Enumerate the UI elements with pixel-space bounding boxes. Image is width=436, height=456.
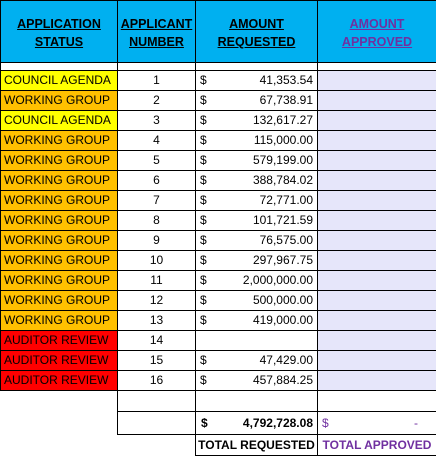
applicant-number-cell[interactable]: 1: [118, 71, 196, 91]
header-approved-label: AMOUNT APPROVED: [318, 13, 436, 51]
applicant-number-cell[interactable]: 4: [118, 131, 196, 151]
status-cell[interactable]: WORKING GROUP: [1, 191, 118, 211]
table-row: [1, 351, 436, 371]
amount-requested-cell[interactable]: 101,721.59: [215, 211, 318, 231]
currency-symbol-cell[interactable]: $: [196, 91, 215, 111]
table-row: [1, 251, 436, 271]
empty-cell: [118, 435, 196, 456]
amount-approved-cell[interactable]: [318, 91, 436, 111]
table-row: [1, 291, 436, 311]
gap-cell[interactable]: [196, 63, 318, 71]
currency-symbol-cell[interactable]: $: [196, 211, 215, 231]
amount-approved-cell[interactable]: [318, 71, 436, 91]
gap-cell[interactable]: [118, 63, 196, 71]
empty-cell[interactable]: [118, 412, 196, 435]
status-cell[interactable]: WORKING GROUP: [1, 291, 118, 311]
header-requested-cell[interactable]: [196, 1, 318, 63]
currency-symbol-cell[interactable]: $: [196, 371, 215, 391]
currency-symbol-cell[interactable]: $: [196, 131, 215, 151]
status-cell[interactable]: AUDITOR REVIEW: [1, 331, 118, 351]
status-cell[interactable]: COUNCIL AGENDA: [1, 71, 118, 91]
status-cell[interactable]: WORKING GROUP: [1, 251, 118, 271]
currency-symbol-cell[interactable]: $: [196, 251, 215, 271]
applicant-number-cell[interactable]: 14: [118, 331, 196, 351]
amount-requested-cell[interactable]: 115,000.00: [215, 131, 318, 151]
header-status-label: APPLICATION STATUS: [1, 13, 117, 51]
status-cell[interactable]: WORKING GROUP: [1, 271, 118, 291]
status-cell[interactable]: AUDITOR REVIEW: [1, 351, 118, 371]
total-approved-currency: $: [322, 416, 329, 430]
total-labels-row: [1, 435, 436, 456]
currency-symbol-cell[interactable]: $: [196, 111, 215, 131]
applicant-number-cell[interactable]: 10: [118, 251, 196, 271]
amount-requested-cell[interactable]: 67,738.91: [215, 91, 318, 111]
status-cell[interactable]: WORKING GROUP: [1, 311, 118, 331]
empty-cell[interactable]: [118, 391, 196, 412]
amount-approved-cell[interactable]: [318, 111, 436, 131]
empty-cell: [1, 412, 118, 435]
applicant-number-cell[interactable]: 6: [118, 171, 196, 191]
total-requested-label[interactable]: TOTAL REQUESTED: [196, 435, 318, 456]
amount-requested-cell[interactable]: 76,575.00: [215, 231, 318, 251]
amount-requested-cell[interactable]: 47,429.00: [215, 351, 318, 371]
totals-row: [1, 412, 436, 435]
applicant-number-cell[interactable]: 12: [118, 291, 196, 311]
currency-symbol-cell[interactable]: $: [196, 351, 215, 371]
amount-approved-cell[interactable]: [318, 131, 436, 151]
empty-cell: [1, 435, 118, 456]
amount-requested-cell[interactable]: 419,000.00: [215, 311, 318, 331]
table-row: [1, 131, 436, 151]
gap-cell[interactable]: [1, 63, 118, 71]
applicant-number-cell[interactable]: 16: [118, 371, 196, 391]
currency-symbol-cell[interactable]: $: [196, 311, 215, 331]
gap-cell[interactable]: [318, 63, 436, 71]
applicant-number-cell[interactable]: 5: [118, 151, 196, 171]
total-approved-value: -: [414, 412, 418, 434]
amount-approved-cell[interactable]: [318, 231, 436, 251]
total-currency-symbol[interactable]: $: [196, 412, 215, 435]
header-requested-label: AMOUNT REQUESTED: [196, 13, 317, 51]
spacer-row: [1, 391, 436, 412]
table-row: [1, 111, 436, 131]
currency-symbol-cell[interactable]: $: [196, 191, 215, 211]
header-approved-cell[interactable]: [318, 1, 436, 63]
currency-symbol-cell[interactable]: $: [196, 71, 215, 91]
currency-symbol-cell[interactable]: $: [196, 271, 215, 291]
applicant-number-cell[interactable]: 8: [118, 211, 196, 231]
currency-symbol-cell[interactable]: $: [196, 291, 215, 311]
amount-requested-cell[interactable]: [215, 331, 318, 351]
table-row: [1, 311, 436, 331]
status-cell[interactable]: WORKING GROUP: [1, 231, 118, 251]
applicant-number-cell[interactable]: 2: [118, 91, 196, 111]
header-number-label: APPLICANT NUMBER: [118, 13, 195, 51]
status-cell[interactable]: WORKING GROUP: [1, 131, 118, 151]
amount-requested-cell[interactable]: 500,000.00: [215, 291, 318, 311]
empty-cell[interactable]: [318, 391, 436, 412]
header-status-cell[interactable]: [1, 1, 118, 63]
currency-symbol-cell[interactable]: $: [196, 231, 215, 251]
table-row: [1, 71, 436, 91]
table-row: [1, 331, 436, 351]
amount-requested-cell[interactable]: 297,967.75: [215, 251, 318, 271]
total-requested-value[interactable]: 4,792,728.08: [215, 412, 318, 435]
currency-symbol-cell[interactable]: $: [196, 171, 215, 191]
table-row: [1, 211, 436, 231]
amount-requested-cell[interactable]: 72,771.00: [215, 191, 318, 211]
table-row: [1, 191, 436, 211]
amount-requested-cell[interactable]: 41,353.54: [215, 71, 318, 91]
amount-requested-cell[interactable]: 579,199.00: [215, 151, 318, 171]
applicant-number-cell[interactable]: 9: [118, 231, 196, 251]
table-row: [1, 271, 436, 291]
table-row: [1, 231, 436, 251]
status-cell[interactable]: AUDITOR REVIEW: [1, 371, 118, 391]
applicant-number-cell[interactable]: 13: [118, 311, 196, 331]
status-cell[interactable]: COUNCIL AGENDA: [1, 111, 118, 131]
empty-cell[interactable]: [1, 391, 118, 412]
currency-symbol-cell[interactable]: $: [196, 151, 215, 171]
amount-approved-cell[interactable]: [318, 291, 436, 311]
header-row: [1, 1, 436, 63]
amount-approved-cell[interactable]: [318, 331, 436, 351]
amount-approved-cell[interactable]: [318, 251, 436, 271]
table-row: [1, 151, 436, 171]
status-cell[interactable]: WORKING GROUP: [1, 211, 118, 231]
amount-approved-cell[interactable]: [318, 311, 436, 331]
amount-approved-cell[interactable]: [318, 271, 436, 291]
amount-requested-cell[interactable]: 457,884.25: [215, 371, 318, 391]
header-number-cell[interactable]: [118, 1, 196, 63]
amount-approved-cell[interactable]: [318, 351, 436, 371]
table-row: [1, 371, 436, 391]
status-cell[interactable]: WORKING GROUP: [1, 171, 118, 191]
currency-symbol-cell[interactable]: [196, 331, 215, 351]
status-cell[interactable]: WORKING GROUP: [1, 91, 118, 111]
amount-requested-cell[interactable]: 132,617.27: [215, 111, 318, 131]
applicant-number-cell[interactable]: 11: [118, 271, 196, 291]
amount-approved-cell[interactable]: [318, 211, 436, 231]
amount-approved-cell[interactable]: [318, 191, 436, 211]
gap-row: [1, 63, 436, 71]
applicant-number-cell[interactable]: 3: [118, 111, 196, 131]
amount-approved-cell[interactable]: [318, 151, 436, 171]
total-approved-value-cell[interactable]: [318, 412, 436, 435]
total-approved-label[interactable]: TOTAL APPROVED: [318, 435, 436, 456]
applicant-number-cell[interactable]: 15: [118, 351, 196, 371]
applicant-number-cell[interactable]: 7: [118, 191, 196, 211]
table-row: [1, 91, 436, 111]
status-cell[interactable]: WORKING GROUP: [1, 151, 118, 171]
table-row: [1, 171, 436, 191]
amount-approved-cell[interactable]: [318, 171, 436, 191]
amount-requested-cell[interactable]: 2,000,000.00: [215, 271, 318, 291]
empty-cell[interactable]: [196, 391, 318, 412]
amount-requested-cell[interactable]: 388,784.02: [215, 171, 318, 191]
amount-approved-cell[interactable]: [318, 371, 436, 391]
